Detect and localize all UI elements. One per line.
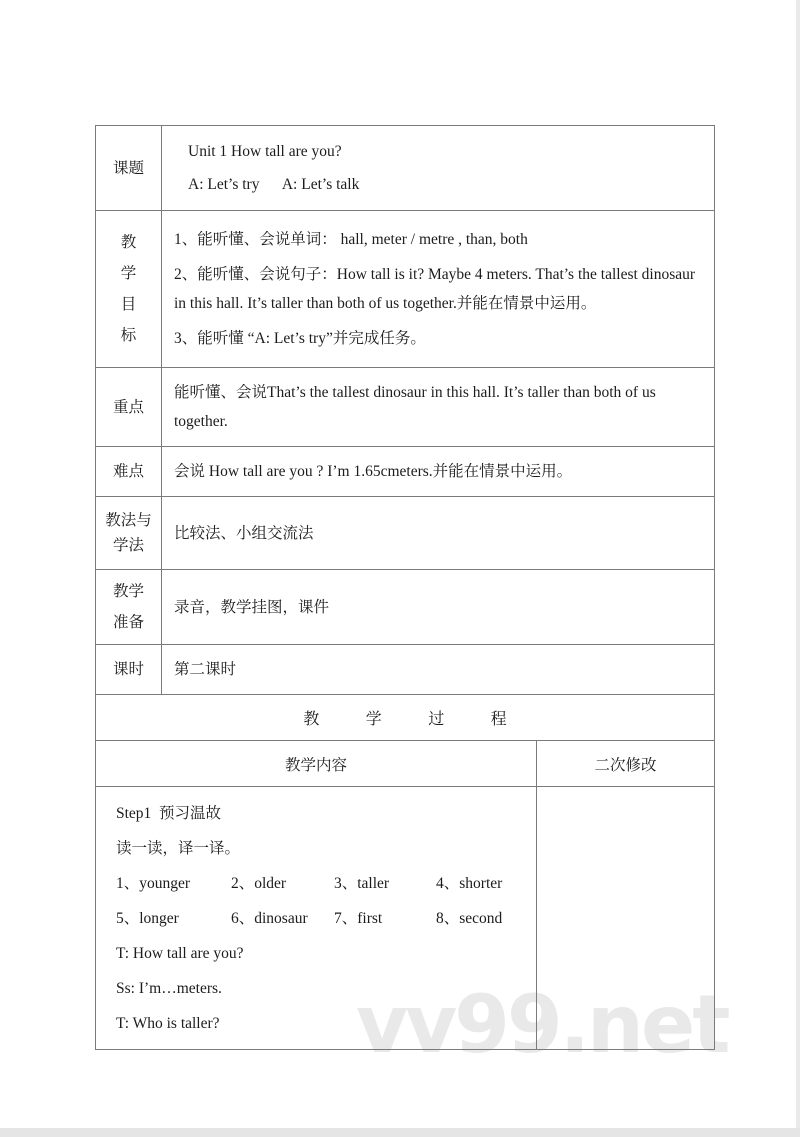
table-row-key-points xyxy=(96,367,714,446)
page-right-edge xyxy=(796,0,800,1137)
vocab-item: 5、longer xyxy=(116,910,179,927)
header-teaching-content: 教学内容 xyxy=(96,741,537,786)
label-line: 教 xyxy=(120,234,137,251)
objective-item: 1、能听懂、会说单词： hall, meter / metre , than, both xyxy=(174,231,528,248)
preparation-text: 录音，教学挂图，课件 xyxy=(174,598,330,616)
process-title: 教学过程 xyxy=(303,711,553,728)
label-line: 重点 xyxy=(112,398,144,416)
objectives-cell xyxy=(162,211,714,367)
methods-cell xyxy=(162,497,714,569)
period-text: 第二课时 xyxy=(174,661,237,678)
teaching-content-cell xyxy=(96,787,537,1049)
vocab-row xyxy=(116,901,528,936)
vocab-item: 2、older xyxy=(231,875,287,892)
label-line: 教学 xyxy=(112,583,144,600)
vocab-item: 8、second xyxy=(436,910,503,927)
table-row-process-header xyxy=(96,740,714,786)
label-line: 标 xyxy=(120,327,137,344)
step1-title: Step1 预习温故 xyxy=(116,805,222,822)
objective-item: 2、能听懂、会说句子：How tall is it? Maybe 4 meters. That’s the tallest dinosaur in this hall. It’s taller than both of us together.并能在情景中运用。 xyxy=(174,266,699,312)
label-line: 课题 xyxy=(112,159,144,177)
step1-instruction: 读一读，译一译。 xyxy=(116,840,241,857)
topic-line-parts: A: Let’s try A: Let’s talk xyxy=(188,176,360,193)
header-second-revision: 二次修改 xyxy=(594,756,657,774)
label-line: 学 xyxy=(120,265,137,282)
label-line: 教法与 xyxy=(105,512,152,529)
vocab-item: 1、younger xyxy=(116,875,191,892)
label-line: 学法 xyxy=(112,537,144,554)
second-revision-cell xyxy=(537,787,714,1049)
vocab-row xyxy=(116,866,528,901)
table-row-objectives xyxy=(96,210,714,367)
table-row-process-title xyxy=(96,694,714,740)
row-label-objectives xyxy=(96,211,162,367)
vocab-item: 4、shorter xyxy=(436,875,503,892)
lesson-plan-table xyxy=(95,125,715,1050)
table-row-methods xyxy=(96,496,714,569)
key-points-text: 能听懂、会说That’s the tallest dinosaur in this hall. It’s taller than both of us together. xyxy=(174,384,660,430)
key-points-cell xyxy=(162,368,714,446)
methods-text: 比较法、小组交流法 xyxy=(174,524,314,542)
label-line: 课时 xyxy=(112,661,144,678)
row-label-methods xyxy=(96,497,162,569)
difficult-points-cell xyxy=(162,447,714,496)
row-label-period xyxy=(96,645,162,694)
vocab-item: 3、taller xyxy=(334,875,390,892)
period-cell xyxy=(162,645,714,694)
page-bottom-edge xyxy=(0,1128,800,1137)
table-row-topic xyxy=(96,126,714,210)
table-row-preparation xyxy=(96,569,714,644)
dialog-line: Ss: I’m…meters. xyxy=(116,980,222,997)
preparation-cell xyxy=(162,570,714,644)
dialog-line: T: How tall are you? xyxy=(116,945,244,962)
site-watermark: vv99.net xyxy=(356,978,728,1071)
vocab-item: 6、dinosaur xyxy=(231,910,308,927)
table-row-period xyxy=(96,644,714,694)
vocab-item: 7、first xyxy=(334,910,383,927)
label-line: 难点 xyxy=(112,463,144,480)
row-label-preparation xyxy=(96,570,162,644)
dialog-line: T: Who is taller? xyxy=(116,1015,220,1032)
row-label-difficult-points xyxy=(96,447,162,496)
label-line: 目 xyxy=(120,296,137,313)
row-label-topic xyxy=(96,126,162,210)
objective-item: 3、能听懂 “A: Let’s try”并完成任务。 xyxy=(174,330,426,347)
table-row-difficult-points xyxy=(96,446,714,496)
topic-line-unit: Unit 1 How tall are you? xyxy=(188,143,342,160)
table-row-process-content xyxy=(96,786,714,1049)
topic-cell xyxy=(162,126,714,210)
label-line: 准备 xyxy=(112,614,144,631)
difficult-points-text: 会说 How tall are you ? I’m 1.65cmeters.并能在情景中运用。 xyxy=(174,463,573,480)
row-label-key-points xyxy=(96,368,162,446)
